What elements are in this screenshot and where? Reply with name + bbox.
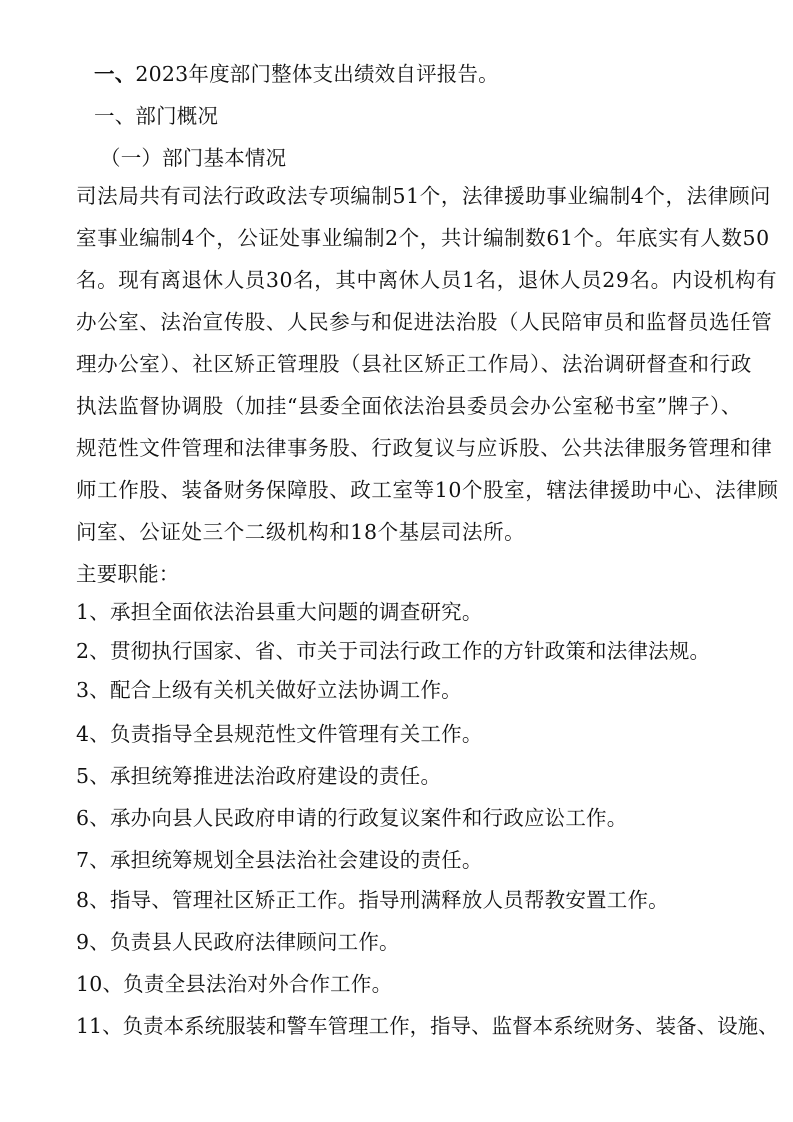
- duty-item: 5、承担统筹推进法治政府建设的责任。: [76, 764, 442, 788]
- paragraph-line: 室事业编制4个，公证处事业编制2个，共计编制数61个。年底实有人数50: [76, 226, 770, 250]
- duties-label: 主要职能：: [76, 562, 180, 586]
- paragraph-line: 司法局共有司法行政政法专项编制51个，法律援助事业编制4个，法律顾问: [76, 184, 772, 208]
- duty-item: 4、负责指导全县规范性文件管理有关工作。: [76, 722, 483, 746]
- paragraph-line: 名。现有离退休人员30名，其中离休人员1名，退休人员29名。内设机构有: [76, 268, 778, 292]
- duty-item: 9、负责县人民政府法律顾问工作。: [76, 930, 400, 954]
- duty-item: 7、承担统筹规划全县法治社会建设的责任。: [76, 848, 483, 872]
- section-heading: 一、部门概况: [94, 104, 219, 128]
- duty-item: 10、负责全县法治对外合作工作。: [76, 972, 393, 996]
- duty-item: 1、承担全面依法治县重大问题的调查研究。: [76, 600, 483, 624]
- subsection-heading: （一）部门基本情况: [100, 146, 287, 170]
- paragraph-line: 问室、公证处三个二级机构和18个基层司法所。: [76, 520, 526, 544]
- paragraph-line: 理办公室）、社区矫正管理股（县社区矫正工作局）、法治调研督查和行政: [76, 352, 752, 376]
- paragraph-line: 办公室、法治宣传股、人民参与和促进法治股（人民陪审员和监督员选任管: [76, 310, 773, 334]
- duty-item: 11、负责本系统服装和警车管理工作，指导、监督本系统财务、装备、设施、: [76, 1014, 779, 1038]
- duty-item: 8、指导、管理社区矫正工作。指导刑满释放人员帮教安置工作。: [76, 888, 669, 912]
- paragraph-line: 规范性文件管理和法律事务股、行政复议与应诉股、公共法律服务管理和律: [76, 436, 773, 460]
- report-title: [94, 62, 499, 86]
- duty-item: 6、承办向县人民政府申请的行政复议案件和行政应讼工作。: [76, 806, 628, 830]
- duty-item: 3、配合上级有关机关做好立法协调工作。: [76, 678, 462, 702]
- duty-item: 2、贯彻执行国家、省、市关于司法行政工作的方针政策和法律法规。: [76, 639, 711, 663]
- report-title-text: 2023年度部门整体支出绩效自评报告。: [135, 62, 499, 86]
- paragraph-line: 师工作股、装备财务保障股、政工室等10个股室，辖法律援助中心、法律顾: [76, 478, 779, 502]
- report-title-prefix: 一、: [94, 62, 136, 86]
- paragraph-line: 执法监督协调股（加挂“县委全面依法治县委员会办公室秘书室”牌子）、: [76, 394, 743, 418]
